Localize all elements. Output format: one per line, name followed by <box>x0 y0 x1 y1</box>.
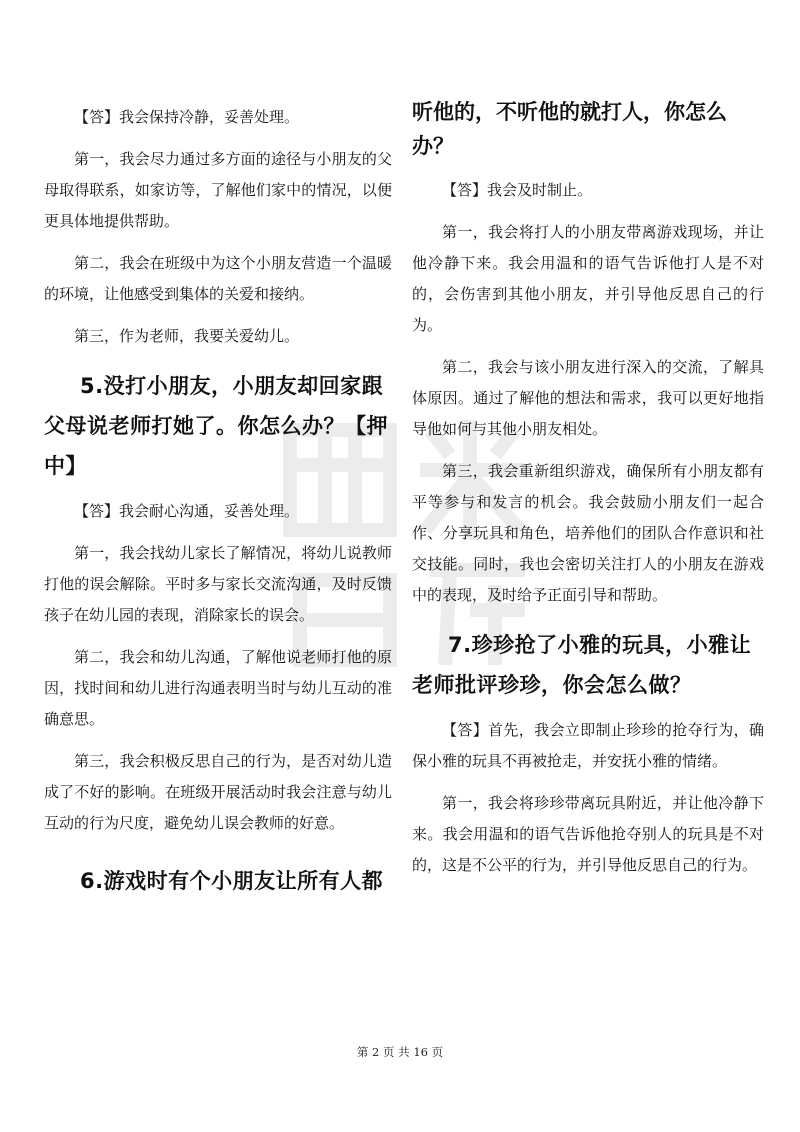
question-6-heading <box>44 861 392 901</box>
answer-1-point-1: 第一，我会尽力通过多方面的途径与小朋友的父母取得联系，如家访等，了解他们家中的情况，以便更具体地提供帮助。 <box>44 150 392 230</box>
answer-1-point-2: 第二，我会在班级中为这个小朋友营造一个温暖的环境，让他感受到集体的关爱和接纳。 <box>44 254 392 303</box>
question-5-point-3: 第三，我会积极反思自己的行为，是否对幼儿造成了不好的影响。在班级开展活动时我会注意与幼儿互动的行为尺度，避免幼儿误会教师的好意。 <box>44 752 392 832</box>
page-number-footer: 第 2 页 共 16 页 <box>356 1045 444 1059</box>
question-5-answer: 【答】我会耐心沟通，妥善处理。 <box>74 502 300 520</box>
question-6-title-start: 6.游戏时有个小朋友让所有人都 <box>80 869 384 893</box>
question-6-point-3: 第三，我会重新组织游戏，确保所有小朋友都有平等参与和发言的机会。我会鼓励小朋友们一起合作、分享玩具和角色，培养他们的团队合作意识和社交技能。同时，我也会密切关注打人的小朋友在游戏中的表现，及时给予正面引导和帮助。 <box>412 462 764 604</box>
right-column <box>412 95 764 892</box>
question-7-heading <box>412 625 764 705</box>
question-6-title-end: 听他的，不听他的就打人，你怎么办？ <box>412 100 727 158</box>
answer-1-point-3: 第三，作为老师，我要关爱幼儿。 <box>74 327 300 345</box>
question-5-title: 5.没打小朋友，小朋友却回家跟父母说老师打她了。你怎么办？【押中】 <box>44 374 388 478</box>
question-6-answer: 【答】我会及时制止。 <box>442 181 593 199</box>
question-5-point-2: 第二，我会和幼儿沟通，了解他说老师打他的原因，找时间和幼儿进行沟通表明当时与幼儿互动的准确意思。 <box>44 648 392 728</box>
question-7-point-1: 第一，我会将珍珍带离玩具附近，并让他冷静下来。我会用温和的语气告诉他抢夺别人的玩具是不对的，这是不公平的行为，并引导他反思自己的行为。 <box>412 794 764 874</box>
answer-1: 【答】我会保持冷静，妥善处理。 <box>74 108 300 126</box>
question-6-point-2: 第二，我会与该小朋友进行深入的交流，了解具体原因。通过了解他的想法和需求，我可以更好地指导他如何与其他小朋友相处。 <box>412 358 764 438</box>
question-5-point-1: 第一，我会找幼儿家长了解情况，将幼儿说教师打他的误会解除。平时多与家长交流沟通，及时反馈孩子在幼儿园的表现，消除家长的误会。 <box>44 544 392 624</box>
question-7-title: 7.珍珍抢了小雅的玩具，小雅让老师批评珍珍，你会怎么做？ <box>412 633 752 697</box>
question-6-point-1: 第一，我会将打人的小朋友带离游戏现场，并让他冷静下来。我会用温和的语气告诉他打人是不对的，会伤害到其他小朋友，并引导他反思自己的行为。 <box>412 223 764 334</box>
question-7-answer: 【答】首先，我会立即制止珍珍的抢夺行为，确保小雅的玩具不再被抢走，并安抚小雅的情绪。 <box>412 721 764 770</box>
question-5-heading <box>44 366 392 486</box>
left-column <box>44 95 392 911</box>
